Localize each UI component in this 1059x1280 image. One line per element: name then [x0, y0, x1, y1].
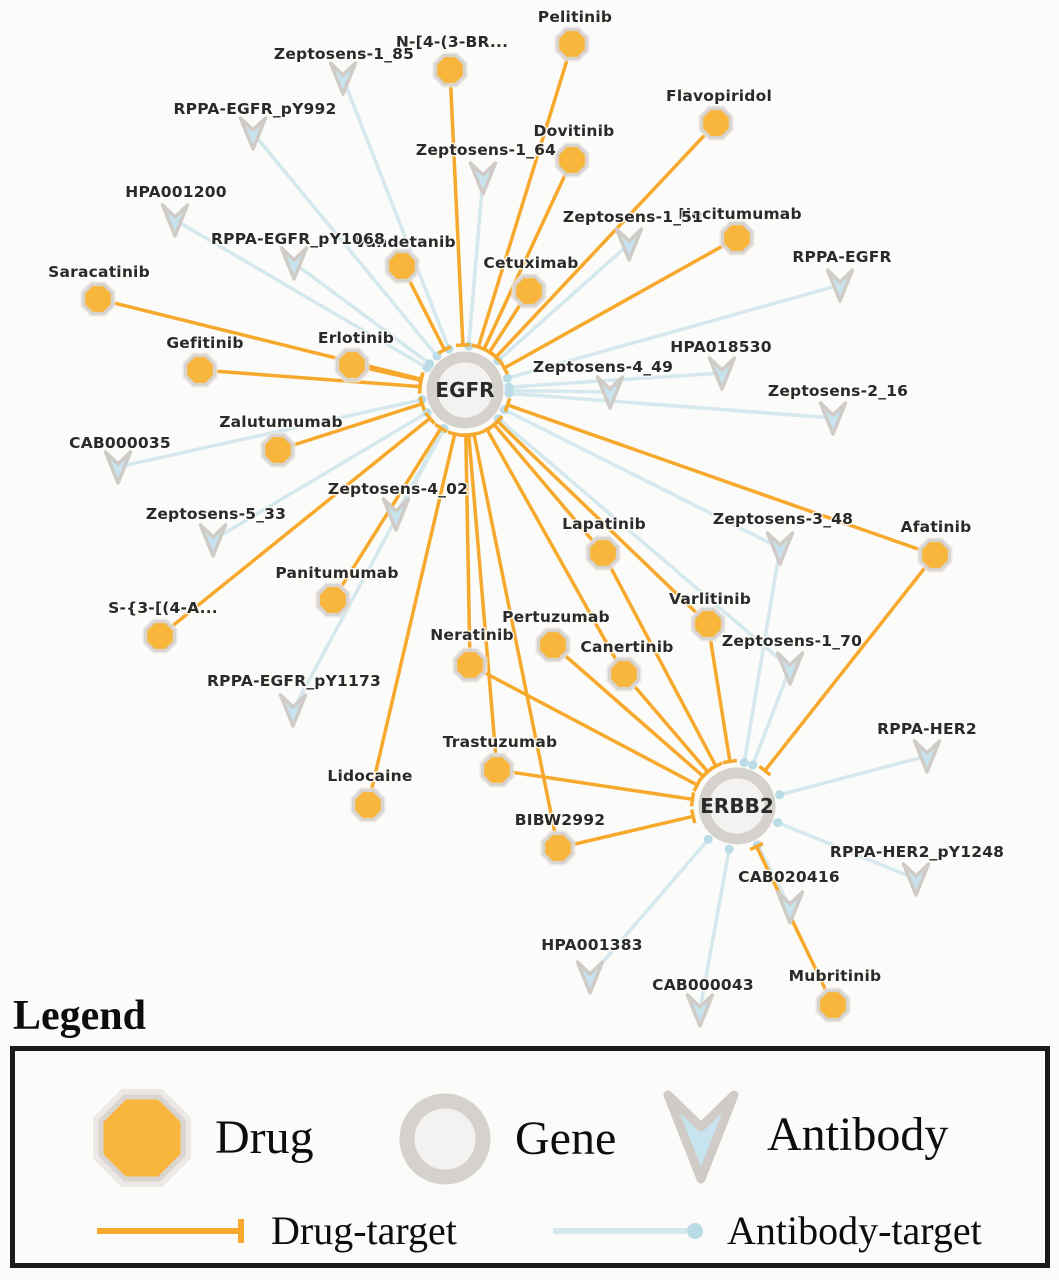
drug-node-shape [694, 610, 723, 639]
drug-node-shape [702, 109, 731, 138]
antibody-node-cab020416[interactable] [778, 892, 803, 923]
node-label-flavopiridol: Flavopiridol [666, 87, 772, 105]
drug-edge-tee [420, 373, 423, 387]
antibody-node-rppa-egfr-py1173[interactable] [281, 695, 306, 726]
drug-node-gefitinib[interactable] [182, 352, 217, 387]
antibody-node-rppa-egfr[interactable] [828, 270, 853, 301]
node-label-hpa001200: HPA001200 [125, 183, 227, 201]
gene-circle-icon [393, 1087, 497, 1191]
drug-node-varlitinib[interactable] [690, 606, 725, 641]
antibody-node-shape [201, 525, 226, 556]
drug-node-dovitinib[interactable] [554, 142, 589, 177]
antibody-node-shape [904, 864, 929, 895]
node-label-zeptosens-3-48: Zeptosens-3_48 [712, 510, 854, 528]
drug-node-saracatinib[interactable] [80, 281, 115, 316]
drug-node-canertinib[interactable] [606, 656, 641, 691]
antibody-node-shape [828, 270, 853, 301]
antibody-node-hpa001383[interactable] [578, 962, 603, 993]
antibody-node-zeptosens-3-48[interactable] [768, 533, 793, 564]
drug-node-necitumumab[interactable] [719, 220, 754, 255]
drug-node-trastuzumab[interactable] [479, 752, 514, 787]
node-label-mubritinib: Mubritinib [788, 967, 882, 985]
node-label-dovitinib: Dovitinib [533, 122, 615, 140]
antibody-edge-dot [740, 758, 749, 767]
antibody-node-shape [281, 695, 306, 726]
drug-node-shape [558, 30, 587, 59]
legend-drug-item [87, 1083, 314, 1193]
drug-node-lidocaine[interactable] [350, 787, 385, 822]
node-label-pertuzumab: Pertuzumab [502, 608, 610, 626]
node-label-cab000035: CAB000035 [69, 434, 171, 452]
gene-label-egfr: EGFR [435, 378, 495, 402]
node-label-cab020416: CAB020416 [738, 868, 840, 886]
node-label-zeptosens-1-85: Zeptosens-1_85 [273, 45, 415, 63]
node-label-pelitinib: Pelitinib [537, 8, 613, 26]
antibody-node-shape [163, 205, 188, 236]
drug-node-shape [610, 660, 639, 689]
drug-node-neratinib[interactable] [452, 647, 487, 682]
node-label-rppa-egfr-py1173: RPPA-EGFR_pY1173 [207, 672, 381, 690]
antibody-node-zeptosens-5-33[interactable] [201, 525, 226, 556]
antibody-edge-dot [425, 359, 434, 368]
drug-node-s-3-4-a[interactable] [142, 618, 177, 653]
node-label-zeptosens-2-16: Zeptosens-2_16 [767, 382, 909, 400]
drug-node-pelitinib[interactable] [554, 26, 589, 61]
node-label-saracatinib: Saracatinib [48, 263, 150, 281]
node-label-zeptosens-4-49: Zeptosens-4_49 [532, 358, 674, 376]
antibody-target-edge [509, 391, 610, 392]
drug-edge-tee [723, 760, 737, 762]
drug-target-edge [624, 674, 708, 772]
antibody-edge-dot [725, 845, 734, 854]
node-label-panitumumab: Panitumumab [275, 564, 399, 582]
antibody-node-shape [106, 452, 131, 483]
drug-node-shape [819, 991, 848, 1020]
antibody-node-shape [768, 533, 793, 564]
drug-node-shape [723, 224, 752, 253]
drug-node-shape [483, 756, 512, 785]
drug-node-shape [544, 834, 573, 863]
drug-node-shape [388, 252, 417, 281]
node-label-s-3-4-a: S-{3-[(4-A... [108, 599, 218, 617]
node-label-lapatinib: Lapatinib [562, 515, 646, 533]
drug-node-shape [146, 622, 175, 651]
antibody-target-edge [469, 178, 483, 346]
legend-drug-target-item [93, 1208, 457, 1253]
node-label-hpa018530: HPA018530 [670, 338, 772, 356]
drug-node-flavopiridol[interactable] [698, 105, 733, 140]
drug-target-edge [497, 770, 692, 799]
drug-node-erlotinib[interactable] [334, 347, 369, 382]
drug-target-edge-icon [93, 1217, 253, 1245]
drug-node-cetuximab[interactable] [511, 273, 546, 308]
antibody-node-shape [331, 63, 356, 94]
antibody-node-shape [778, 892, 803, 923]
node-label-zeptosens-5-33: Zeptosens-5_33 [145, 505, 287, 523]
node-label-rppa-her2: RPPA-HER2 [877, 720, 977, 738]
node-label-lidocaine: Lidocaine [327, 767, 413, 785]
node-label-afatinib: Afatinib [900, 518, 972, 536]
node-label-n-4-3-br: N-[4-(3-BR... [395, 33, 509, 51]
legend-title: Legend [13, 993, 147, 1039]
legend-antibody-target-item [549, 1208, 982, 1253]
drug-node-shape [436, 56, 465, 85]
antibody-node-shape [778, 653, 803, 684]
node-label-trastuzumab: Trastuzumab [442, 733, 558, 751]
legend-antibody-label: Antibody [767, 1108, 949, 1161]
antibody-target-edge [780, 756, 927, 795]
antibody-node-hpa001200[interactable] [163, 205, 188, 236]
legend-drug-label: Drug [215, 1111, 314, 1164]
drug-edge-tee [691, 792, 693, 806]
legend-antibody-item [653, 1083, 948, 1187]
drug-target-edge [450, 70, 463, 345]
legend-gene-item [393, 1087, 616, 1191]
antibody-edge-dot [504, 389, 513, 398]
node-label-cetuximab: Cetuximab [483, 254, 579, 272]
antibody-target-edge-icon [549, 1217, 709, 1245]
legend-antibody-target-label: Antibody-target [727, 1208, 982, 1253]
antibody-node-cab000035[interactable] [106, 452, 131, 483]
drug-node-shape [539, 631, 568, 660]
drug-node-zalutumumab[interactable] [260, 432, 295, 467]
node-label-neratinib: Neratinib [430, 626, 514, 644]
antibody-edge-dot [773, 818, 782, 827]
antibody-target-edge [590, 839, 708, 977]
node-label-rppa-egfr-py1068: RPPA-EGFR_pY1068 [211, 230, 385, 248]
drug-node-shape [264, 436, 293, 465]
drug-node-shape [338, 351, 367, 380]
drug-node-panitumumab[interactable] [315, 582, 350, 617]
node-label-rppa-her2-py1248: RPPA-HER2_pY1248 [829, 843, 1005, 861]
node-label-rppa-egfr: RPPA-EGFR [792, 248, 892, 266]
drug-node-shape [186, 356, 215, 385]
node-label-zeptosens-1-64: Zeptosens-1_64 [415, 141, 557, 159]
antibody-node-rppa-her2-py1248[interactable] [904, 864, 929, 895]
antibody-node-cab000043[interactable] [688, 995, 713, 1026]
drug-node-bibw2992[interactable] [540, 830, 575, 865]
drug-node-shape [354, 791, 383, 820]
node-label-zeptosens-4-02: Zeptosens-4_02 [327, 480, 469, 498]
node-label-zeptosens-1-70: Zeptosens-1_70 [721, 632, 863, 650]
drug-octagon-icon [87, 1083, 197, 1193]
node-label-vandetanib: Vandetanib [354, 233, 456, 251]
antibody-edge-dot [503, 374, 512, 383]
drug-edge-tee [456, 345, 470, 346]
antibody-node-shape [688, 995, 713, 1026]
drug-node-mubritinib[interactable] [815, 987, 850, 1022]
drug-edge-tee [692, 809, 695, 823]
antibody-node-shape [282, 248, 307, 279]
node-label-erlotinib: Erlotinib [317, 329, 395, 347]
drug-node-n-4-3-br[interactable] [432, 52, 467, 87]
node-label-cab000043: CAB000043 [652, 976, 754, 994]
drug-node-shape [319, 586, 348, 615]
node-label-canertinib: Canertinib [580, 638, 674, 656]
antibody-node-shape [578, 962, 603, 993]
legend-gene-label: Gene [515, 1112, 617, 1165]
node-label-necitumumab: Necitumumab [678, 205, 802, 223]
antibody-node-shape [471, 163, 496, 194]
antibody-chevron-icon [653, 1083, 749, 1187]
drug-node-shape [84, 285, 113, 314]
antibody-node-shape [617, 229, 642, 260]
drug-node-pertuzumab[interactable] [535, 627, 570, 662]
drug-node-lapatinib[interactable] [585, 535, 620, 570]
antibody-node-zeptosens-1-85[interactable] [331, 63, 356, 94]
node-label-hpa001383: HPA001383 [541, 936, 643, 954]
antibody-node-zeptosens-1-70[interactable] [778, 653, 803, 684]
legend-drug-target-label: Drug-target [271, 1208, 457, 1253]
node-label-rppa-egfr-py992: RPPA-EGFR_pY992 [173, 100, 337, 118]
antibody-edge-dot [704, 835, 713, 844]
drug-node-afatinib[interactable] [917, 537, 952, 572]
node-label-bibw2992: BIBW2992 [514, 811, 606, 829]
gene-label-erbb2: ERBB2 [700, 794, 774, 818]
drug-node-shape [456, 651, 485, 680]
drug-node-shape [589, 539, 618, 568]
node-label-varlitinib: Varlitinib [668, 590, 752, 608]
drug-node-vandetanib[interactable] [384, 248, 419, 283]
drug-node-shape [921, 541, 950, 570]
drug-node-shape [558, 146, 587, 175]
legend-box [10, 1046, 1050, 1268]
node-label-gefitinib: Gefitinib [166, 334, 244, 352]
node-label-zalutumumab: Zalutumumab [219, 413, 343, 431]
drug-edge-tee [505, 398, 510, 411]
antibody-edge-dot [775, 790, 784, 799]
node-label-zeptosens-1-51: Zeptosens-1_51 [562, 208, 704, 226]
antibody-node-zeptosens-1-64[interactable] [471, 163, 496, 194]
antibody-edge-dot [748, 760, 757, 769]
antibody-node-zeptosens-1-51[interactable] [617, 229, 642, 260]
drug-target-edge [494, 424, 603, 553]
antibody-node-rppa-egfr-py1068[interactable] [282, 248, 307, 279]
drug-node-shape [515, 277, 544, 306]
